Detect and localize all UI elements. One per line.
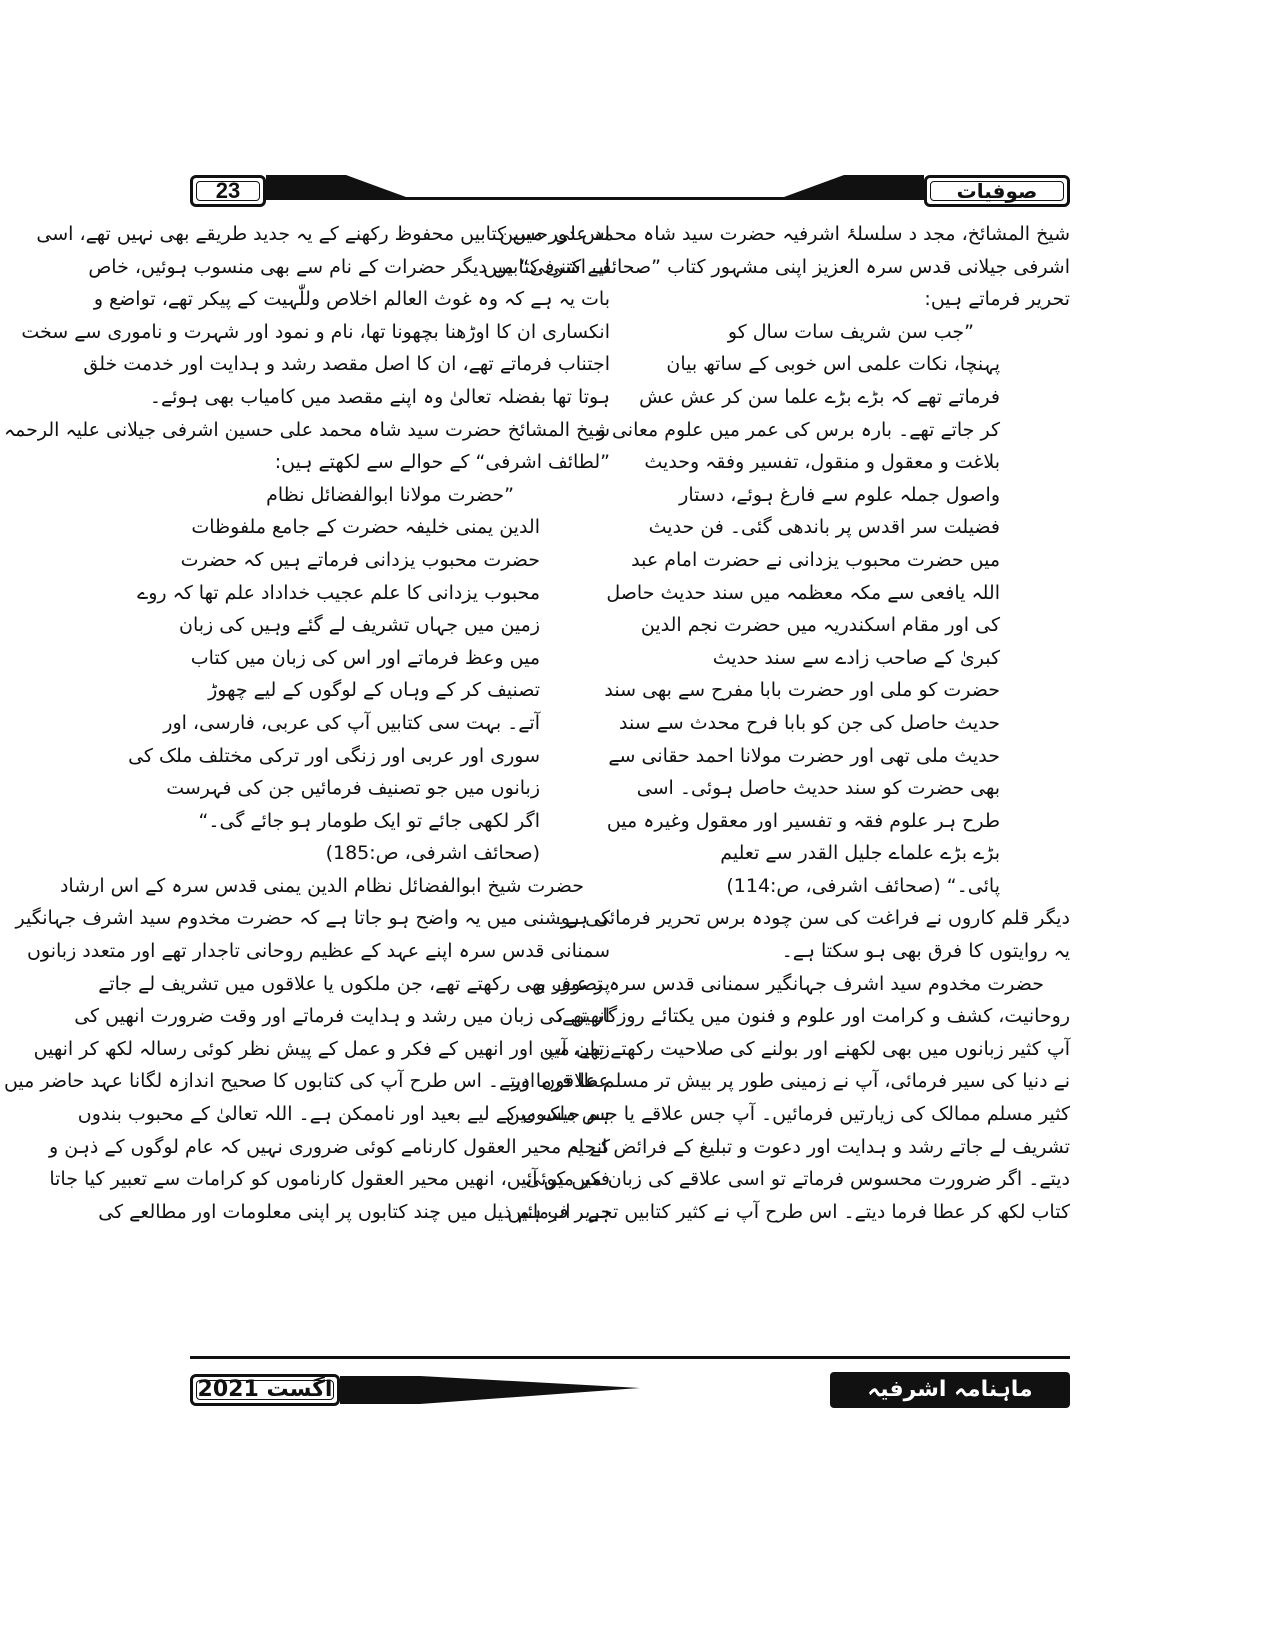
quote-line: کی اور مقام اسکندریہ میں حضرت نجم الدین [640,614,1000,637]
text-line: کتاب لکھ کر عطا فرما دیتے۔ اس طرح آپ نے کثیر کتابیں تحریر فرمائیں۔ [496,1200,1070,1223]
header-right-wedge [524,175,924,211]
text-line: حضرت شیخ ابوالفضائل نظام الدین یمنی قدس سرہ کے اس ارشاد [59,874,584,897]
text-line: تحریر فرماتے ہیں: [924,288,1070,311]
text-line: آپ کثیر زبانوں میں بھی لکھنے اور بولنے کی صلاحیت رکھتے تھے، آپ [543,1037,1070,1060]
text-line: کی روشنی میں یہ واضح ہو جاتا ہے کہ حضرت مخدوم سید اشرف جہانگیر [15,907,610,930]
text-line: تشریف لے جاتے رشد و ہدایت اور دعوت و تبلیغ کے فرائض انجام [566,1135,1070,1158]
quote-citation: (صحائف اشرفی، ص:185) [325,842,540,865]
text-line: ہے۔ اب ہم ذیل میں چند کتابوں پر اپنی معلومات اور مطالعے کی [98,1200,610,1223]
quote-line: حضرت کو ملی اور حضرت بابا مفرح سے بھی سند [604,679,1000,702]
text-line: ہوتا تھا بفضلہ تعالیٰ وہ اپنے مقصد میں کامیاب بھی ہوئے۔ [149,385,610,408]
quote-line: ”جب سن شریف سات سال کو [727,320,974,343]
quote-line: اگر لکھی جائے تو ایک طومار ہو جائے گی۔“ [198,809,540,832]
quote-line: فضیلت سر اقدس پر باندھی گئی۔ فن حدیث [648,516,1000,539]
text-line: شیخ المشائخ حضرت سید شاہ محمد علی حسین اشرفی جیلانی علیہ الرحمہ [4,418,610,441]
quote-line: حدیث حاصل کی جن کو بابا فرح محدث سے سند [619,711,1000,734]
text-line: کے یہ محیر العقول کارنامے کوئی ضروری نہیں کہ عام لوگوں کے ذہن و [49,1135,610,1158]
text-line: دیگر قلم کاروں نے فراغت کی سن چودہ برس تحریر فرمائی ہے۔ [554,907,1070,930]
text-line: کثیر مسلم ممالک کی زیارتیں فرمائیں۔ آپ جس علاقے یا جس ملک میں [505,1103,1070,1126]
text-line: نے دنیا کی سیر فرمائی، آپ نے زمینی طور پر بیش تر مسلم علاقوں اور [511,1070,1070,1093]
text-line: روحانیت، کشف و کرامت اور علوم و فنون میں یکتائے روزگار تھے، [555,1005,1070,1028]
text-line: ہم جیسوں کے لیے بعید اور ناممکن ہے۔ اللہ تعالیٰ کے محبوب بندوں [77,1103,610,1126]
page-footer [190,1356,1070,1408]
quote-line: محبوب یزدانی کا علم عجیب خداداد علم تھا کہ روے [137,581,540,604]
issue-date-box [190,1374,340,1406]
page-header [190,175,1070,211]
text-line: فکر میں آئیں، انھیں محیر العقول کارناموں کو کرامات سے تعبیر کیا جاتا [49,1168,610,1191]
quote-line: میں وعظ فرماتے اور اس کی زبان میں کتاب [190,646,540,669]
quote-line: طرح ہر علوم فقہ و تفسیر اور معقول وغیرہ میں [606,809,1000,832]
text-line: پر عبور بھی رکھتے تھے، جن ملکوں یا علاقوں میں تشریف لے جاتے [98,972,610,995]
text-line: اجتناب فرماتے تھے، ان کا اصل مقصد رشد و ہدایت اور خدمت خلق [83,353,610,376]
quote-line: میں حضرت محبوب یزدانی نے حضرت امام عبد [631,548,1000,571]
quote-line: کبریٰ کے صاحب زادے سے سند حدیث [712,646,1000,669]
text-line: شیخ المشائخ، مجد د سلسلۂ اشرفیہ حضرت سید شاہ محمد علی حسین [499,223,1070,245]
quote-line: بڑے بڑے علماے جلیل القدر سے تعلیم [720,842,1000,865]
quote-line: آتے۔ بہت سی کتابیں آپ کی عربی، فارسی، اور [163,711,540,734]
quote-line: واصول جملہ علوم سے فارغ ہوئے، دستار [679,483,1000,506]
issue-date: اگست 2021 [197,1377,333,1402]
text-line: سمنانی قدس سرہ اپنے عہد کے عظیم روحانی تاجدار تھے اور متعدد زبانوں [26,940,610,963]
magazine-section-box [924,175,1070,207]
text-line: انکساری ان کا اوڑھنا بچھونا تھا، نام و نمود اور شہرت و ناموری سے سخت [21,320,610,343]
text-line: اس دور میں کتابیں محفوظ رکھنے کے یہ جدید طریقے بھی نہیں تھے، اسی [36,223,610,245]
text-line: ”لطائف اشرفی“ کے حوالے سے لکھتے ہیں: [274,451,610,474]
text-line: حضرت مخدوم سید اشرف جہانگیر سمنانی قدس سرہ تصوف و [536,972,1044,995]
quote-line: تصنیف کر کے وہاں کے لوگوں کے لیے چھوڑ [208,679,540,702]
quote-line: سوری اور عربی اور زنگی اور ترکی مختلف ملک کی [128,744,540,767]
text-line: لیے کتنی کتابیں دیگر حضرات کے نام سے بھی منسوب ہوئیں، خاص [88,255,610,278]
quote-line: پہنچا، نکات علمی اس خوبی کے ساتھ بیان [666,353,1000,376]
magazine-section-title: صوفیات [956,179,1038,203]
block-quote [596,316,1000,903]
text-line: عطا فرما دیتے۔ اس طرح آپ کی کتابوں کا صحیح اندازہ لگانا عہد حاضر میں [3,1070,610,1093]
left-column [3,218,610,1228]
text-line: بات یہ ہے کہ وہ غوث العالم اخلاص وللّٰہیت کے پیکر تھے، تواضع و [93,288,610,311]
right-column [483,218,1070,1228]
quote-line: بلاغت و معقول و منقول، تفسیر وفقہ وحدیث [644,451,1000,474]
quote-line: اللہ یافعی سے مکہ معظمہ میں سند حدیث حاصل [606,581,1000,604]
text-line: اشرفی جیلانی قدس سرہ العزیز اپنی مشہور کتاب ”صحائف اشرفی“ میں [483,255,1070,278]
quote-line: حضرت محبوب یزدانی فرماتے ہیں کہ حضرت [180,548,540,571]
page-number-box [190,175,266,207]
quote-line: بھی حضرت کو سند حدیث حاصل ہوئی۔ اسی [636,777,1000,800]
quote-citation: پائی۔“ (صحائف اشرفی، ص:114) [726,874,1000,897]
quote-line: کر جاتے تھے۔ بارہ برس کی عمر میں علوم معانی و [596,418,1000,441]
quote-line: حدیث ملی تھی اور حضرت مولانا احمد حقانی سے [608,744,1000,767]
quote-line: زمین میں جہاں تشریف لے گئے وہیں کی زبان [179,614,540,637]
page-number: 23 [215,178,241,203]
quote-line: زبانوں میں جو تصنیف فرمائیں جن کی فہرست [166,777,540,800]
text-line: یہ روایتوں کا فرق بھی ہو سکتا ہے۔ [781,940,1070,963]
block-quote [128,479,540,870]
quote-line: ”حضرت مولانا ابوالفضائل نظام [266,483,514,506]
quote-line: الدین یمنی خلیفہ حضرت کے جامع ملفوظات [191,516,540,539]
text-line: زبان میں اور انھیں کے فکر و عمل کے پیش نظر کوئی رسالہ لکھ کر انھیں [33,1037,610,1060]
quote-line: فرماتے تھے کہ بڑے بڑے علما سن کر عش عش [639,385,1000,408]
publication-name: ماہنامہ اشرفیہ [830,1372,1070,1408]
text-line: انھیں کی زبان میں رشد و ہدایت فرماتے اور وقت ضرورت انھیں کی [74,1005,610,1028]
footer-wedge [340,1374,640,1408]
text-line: دیتے۔ اگر ضرورت محسوس فرماتے تو اسی علاقے کی زبان میں کوئی [525,1168,1070,1191]
